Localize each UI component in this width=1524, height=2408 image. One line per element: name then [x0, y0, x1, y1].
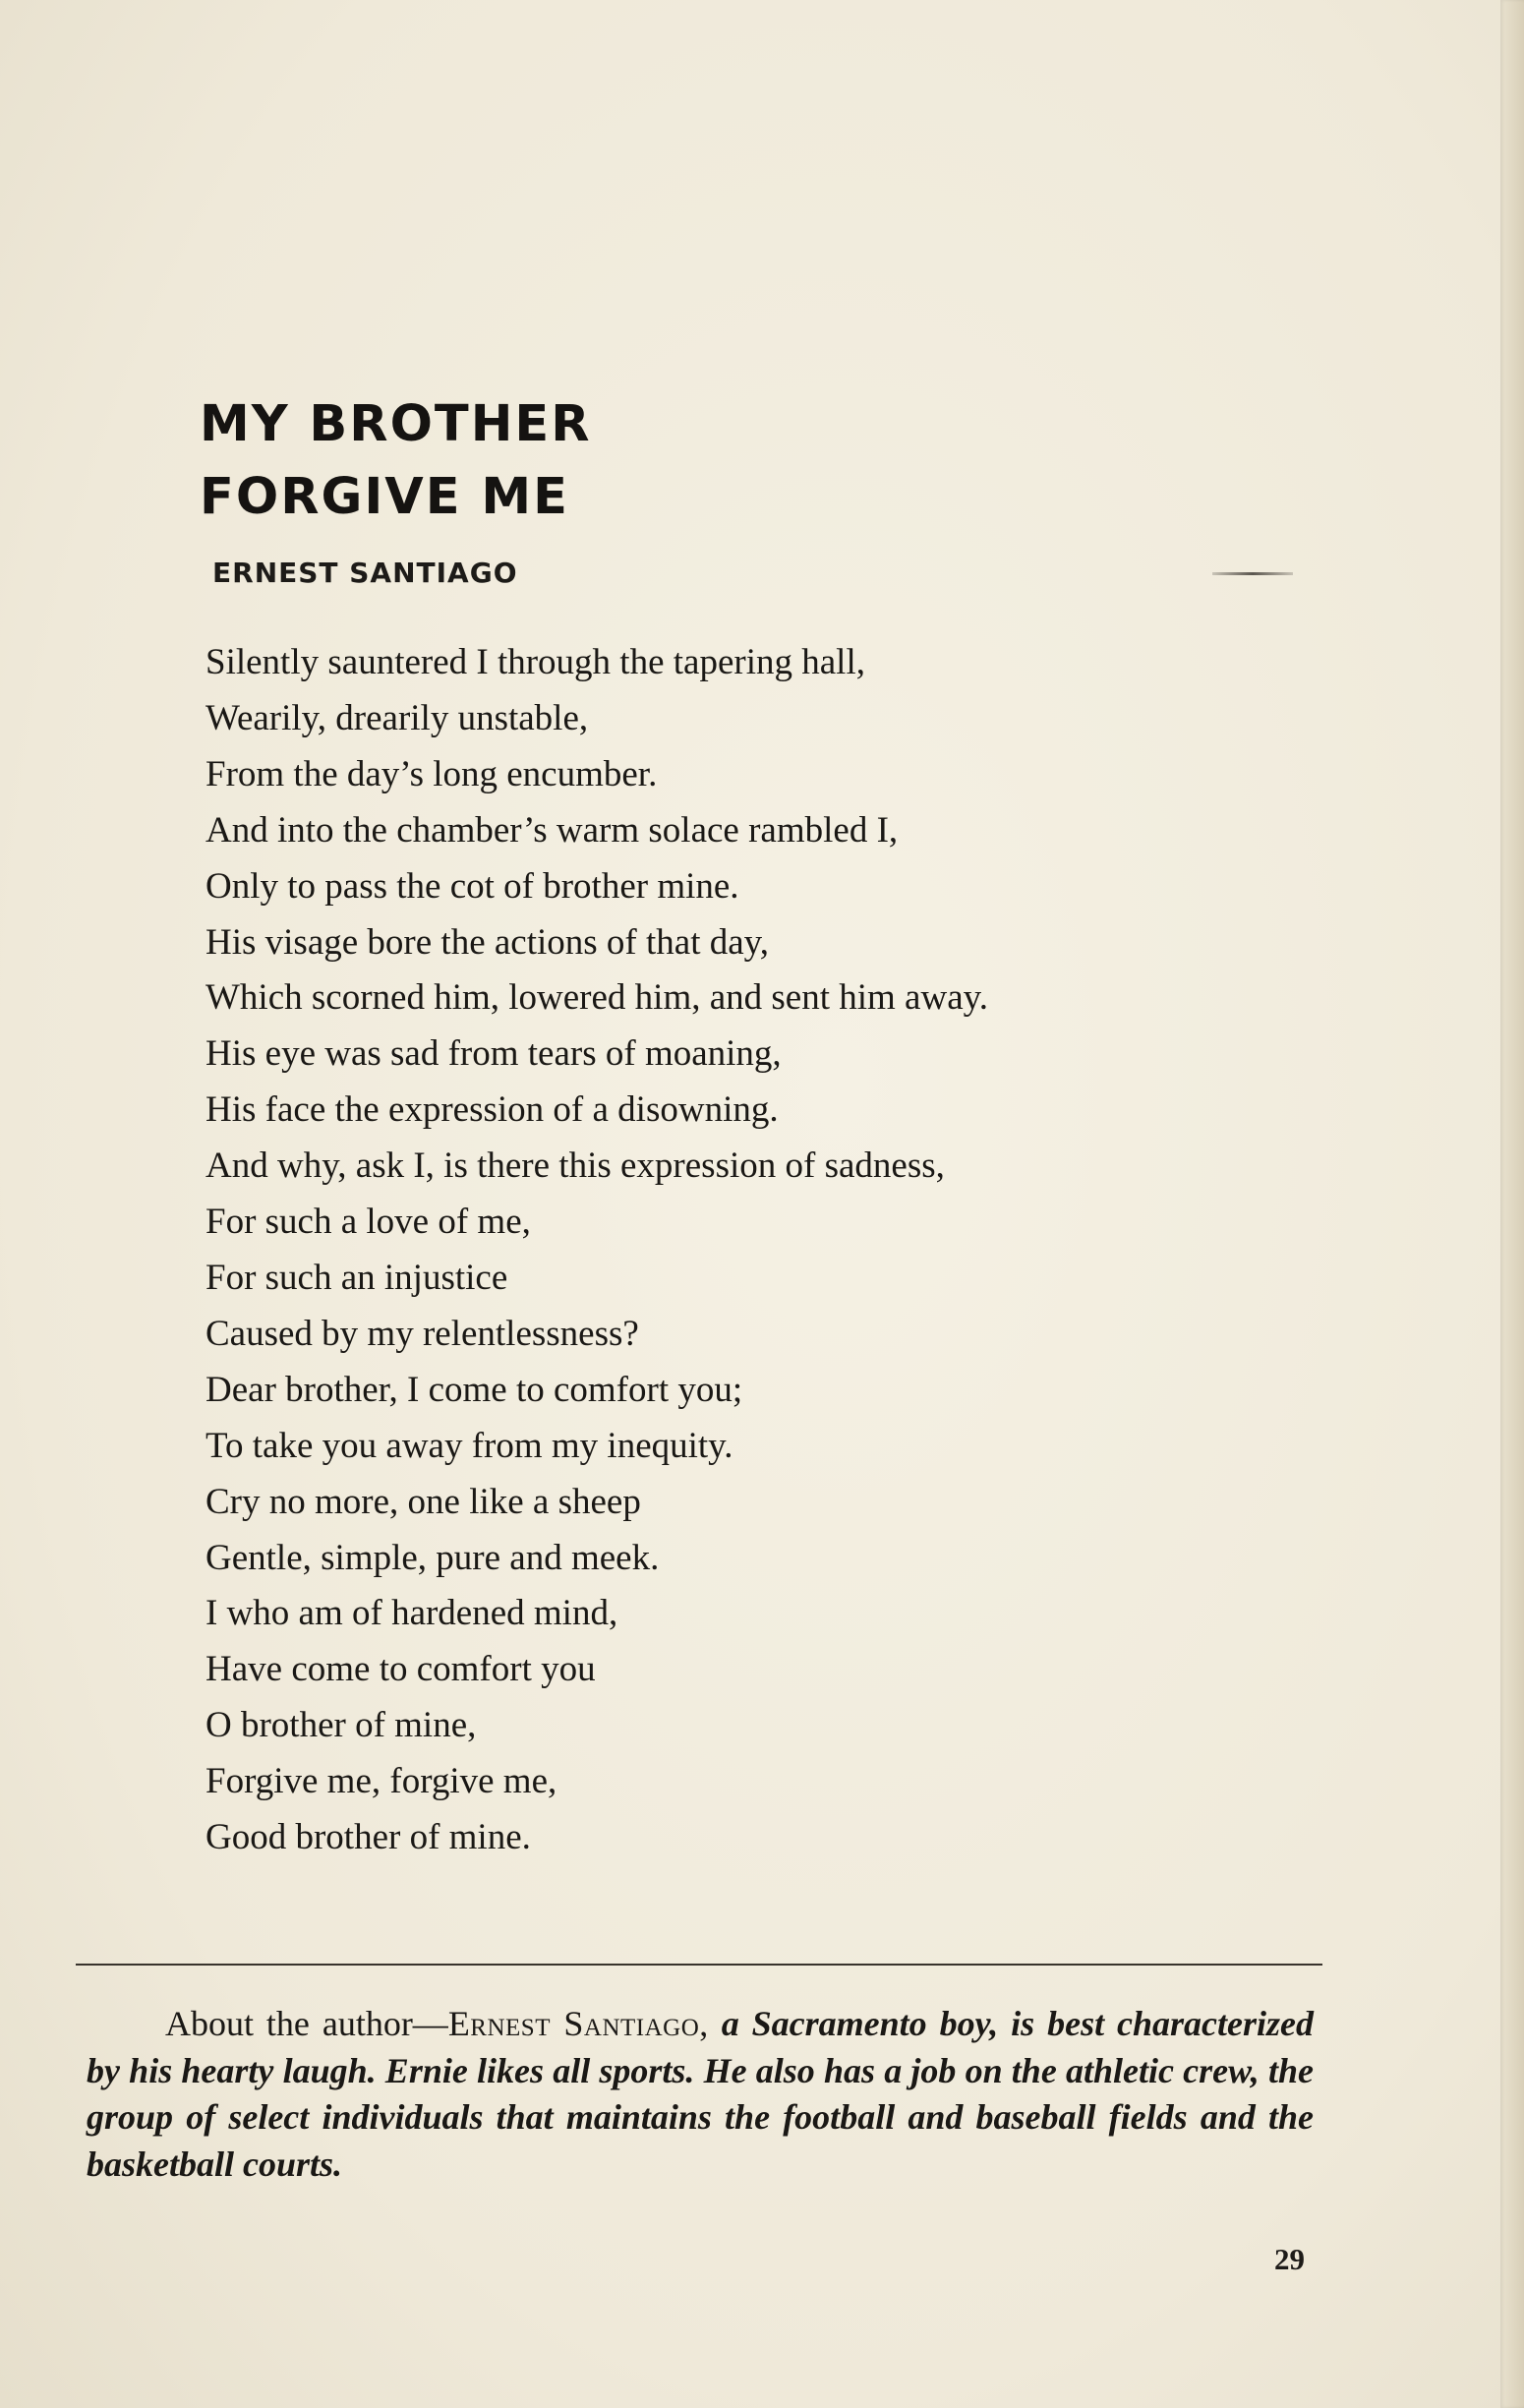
poem-line: Dear brother, I come to comfort you;	[205, 1369, 743, 1410]
poem-line: For such a love of me,	[205, 1202, 531, 1243]
poem-line: Only to pass the cot of brother mine.	[205, 865, 739, 907]
poem-line: Wearily, drearily unstable,	[205, 697, 589, 738]
poem-line: For such an injustice	[205, 1257, 508, 1298]
poem-line: Gentle, simple, pure and meek.	[205, 1537, 660, 1578]
about-lead: About the author—	[165, 2004, 448, 2043]
about-the-author	[87, 2001, 1314, 2188]
decorative-flourish	[1212, 572, 1293, 575]
poem-line: His face the expression of a disowning.	[205, 1089, 779, 1131]
poem-line: To take you away from my inequity.	[205, 1425, 733, 1466]
poem-title-line-1: MY BROTHER	[200, 395, 592, 453]
poem-title	[200, 388, 592, 534]
poem-line: Cry no more, one like a sheep	[205, 1481, 641, 1522]
poem-line: Which scorned him, lowered him, and sent him away.	[205, 977, 988, 1019]
poem-line: And why, ask I, is there this expression of sadness,	[205, 1145, 945, 1187]
poem-line: His eye was sad from tears of moaning,	[205, 1033, 782, 1075]
about-bio: a Sacramento boy, is best characterized by his hearty laugh. Ernie likes all sports. He also has a job on the athletic crew, the group of select individuals that maintains the football and baseball fields and the basketball courts.	[87, 2004, 1314, 2184]
poem-line: Good brother of mine.	[205, 1817, 531, 1858]
page-number: 29	[1274, 2242, 1305, 2276]
poem-line: I who am of hardened mind,	[205, 1593, 618, 1634]
about-author-name: Ernest Santiago,	[447, 2004, 709, 2043]
section-divider	[76, 1964, 1322, 1966]
poem-title-line-2: FORGIVE ME	[200, 468, 569, 526]
poem-line: Silently sauntered I through the tapering hall,	[205, 642, 865, 682]
poem-line: Caused by my relentlessness?	[205, 1313, 639, 1354]
poem-line: From the day’s long encumber.	[205, 753, 658, 794]
poem-line: And into the chamber’s warm solace rambled I,	[205, 809, 899, 851]
poem-body	[205, 635, 988, 1866]
poem-line: O brother of mine,	[205, 1705, 477, 1746]
page-binding-edge	[1500, 0, 1524, 2408]
poem-author: ERNEST SANTIAGO	[212, 557, 518, 589]
poem-line: Have come to comfort you	[205, 1649, 596, 1690]
poem-line: His visage bore the actions of that day,	[205, 921, 769, 963]
poem-line: Forgive me, forgive me,	[205, 1761, 557, 1802]
about-paragraph	[87, 2001, 1314, 2188]
